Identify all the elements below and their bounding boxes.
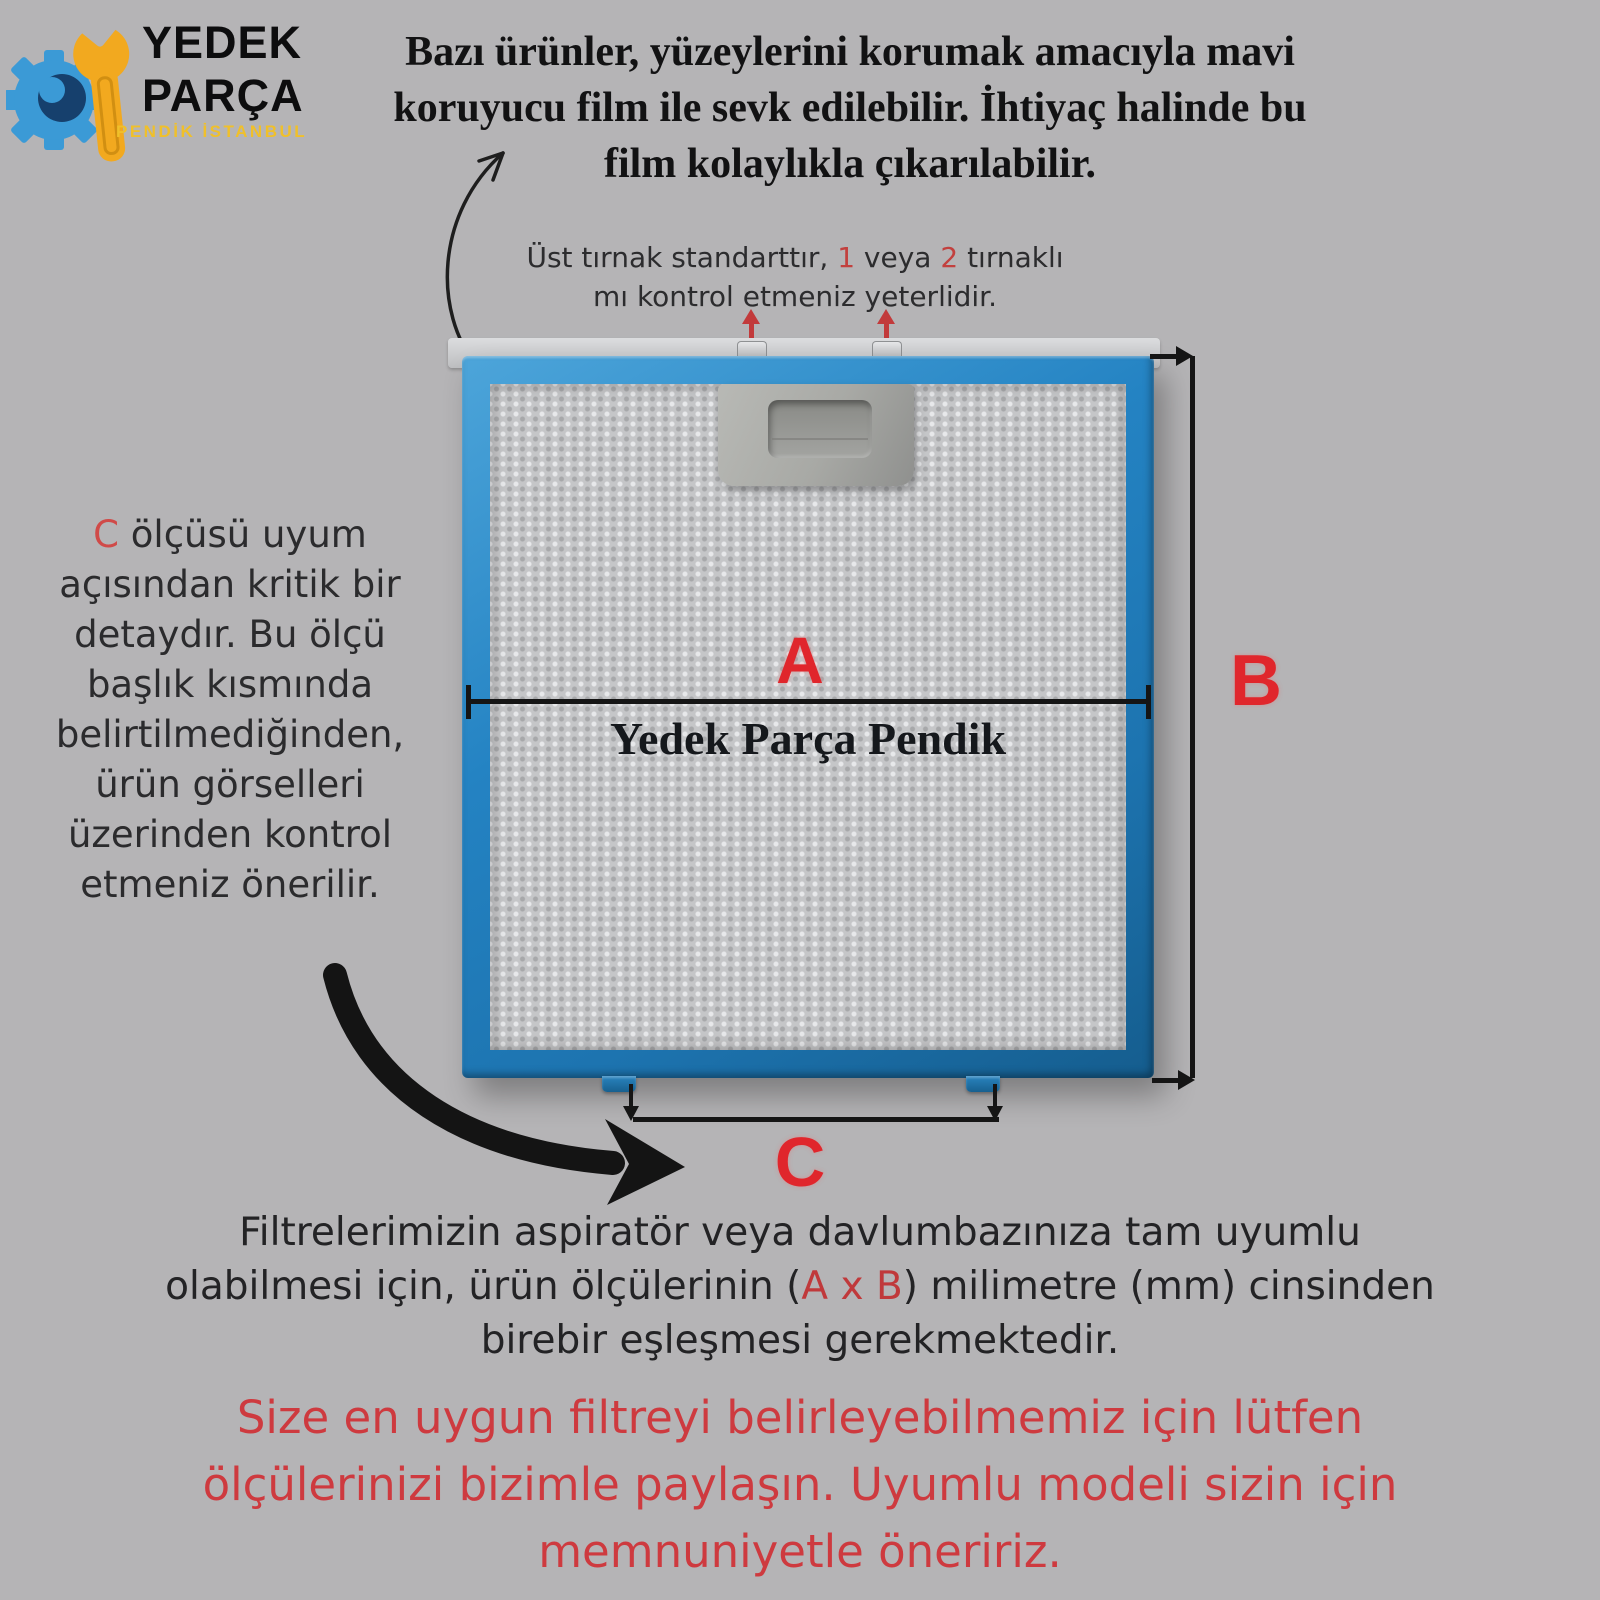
dimension-label-b: B <box>1230 641 1282 721</box>
tab-count-1: 1 <box>837 241 856 274</box>
down-arrow-icon <box>987 1084 1003 1121</box>
dimension-line-a <box>468 699 1150 704</box>
cta-note-line: memnuniyetle öneririz. <box>538 1525 1062 1578</box>
a-x-b-label: A x B <box>801 1264 903 1309</box>
logo-wordmark <box>142 16 304 122</box>
filter-handle-seam <box>772 438 868 440</box>
right-arrow-icon <box>1150 346 1193 366</box>
logo-subtitle: PENDİK İSTANBUL <box>116 122 308 141</box>
c-dimension-note <box>0 510 460 910</box>
c-note-line: detaydır. Bu ölçü <box>74 613 386 656</box>
fit-note <box>20 1206 1580 1368</box>
c-note-line: açısından kritik bir <box>59 563 401 606</box>
dimension-label-a: A <box>776 623 824 697</box>
big-curved-arrow-icon <box>275 925 705 1225</box>
filter-handle-recess <box>768 400 872 458</box>
film-note-line: koruyucu film ile sevk edilebilir. İhtiyaç halinde bu <box>393 85 1307 131</box>
film-note-line: film kolaylıkla çıkarılabilir. <box>603 141 1096 187</box>
c-note-line: etmeniz önerilir. <box>80 863 380 906</box>
dimension-label-c: C <box>774 1123 826 1201</box>
cta-note <box>20 1384 1580 1585</box>
c-note-line: başlık kısmında <box>86 663 374 706</box>
cta-note-line: Size en uygun filtreyi belirleyebilmemiz için lütfen <box>236 1391 1364 1444</box>
c-note-line: ürün görselleri <box>95 763 365 806</box>
c-note-line: C ölçüsü uyum <box>93 513 367 556</box>
tab-note-line2: mı kontrol etmeniz yeterlidir. <box>592 280 998 313</box>
logo-line1: YEDEK <box>142 17 303 68</box>
c-note-line: belirtilmediğinden, <box>55 713 405 756</box>
fit-note-line1: Filtrelerimizin aspiratör veya davlumbazınıza tam uyumlu <box>239 1210 1361 1255</box>
tab-note <box>295 238 1295 316</box>
tab-note-line1: Üst tırnak standarttır, 1 veya 2 tırnaklı <box>526 241 1064 274</box>
film-note-line: Bazı ürünler, yüzeylerini korumak amacıyla mavi <box>405 29 1295 75</box>
fit-note-line2: olabilmesi için, ürün ölçülerinin (A x B) milimetre (mm) cinsinden <box>165 1264 1435 1309</box>
dimension-line-b <box>1190 356 1195 1078</box>
logo-line2: PARÇA <box>142 70 304 121</box>
c-note-line: üzerinden kontrol <box>67 813 393 856</box>
filter-watermark: Yedek Parça Pendik <box>609 713 1007 764</box>
cta-note-line: ölçülerinizi bizimle paylaşın. Uyumlu modeli sizin için <box>202 1458 1398 1511</box>
right-arrow-icon <box>1152 1070 1195 1090</box>
c-letter: C <box>93 513 120 556</box>
tab-count-2: 2 <box>940 241 959 274</box>
fit-note-line3: birebir eşleşmesi gerekmektedir. <box>480 1318 1120 1363</box>
